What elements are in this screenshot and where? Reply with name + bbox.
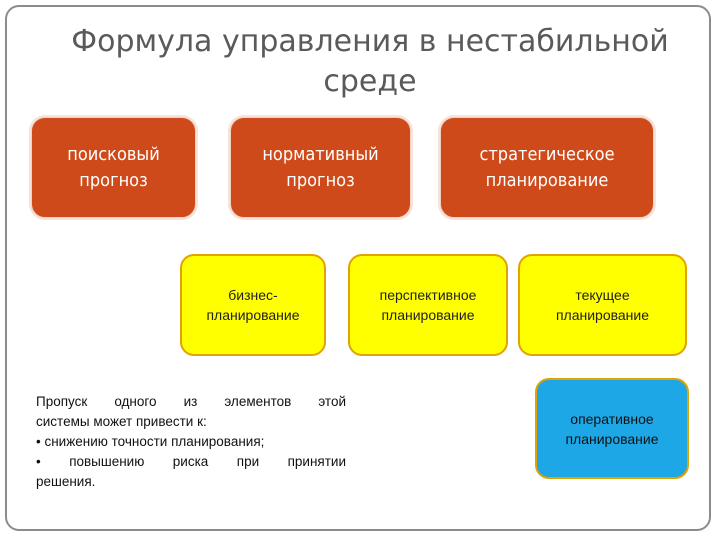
note-line-1: Пропуск одного из элементов этой [36,394,346,409]
strategic-planning-label: стратегическое планирование [479,143,615,191]
note-bullet-1: • снижению точности планирования; [36,434,265,449]
normative-forecast-box [230,117,411,218]
business-planning-label: бизнес- планирование [206,287,300,323]
current-planning-box [518,254,687,356]
current-planning-label: текущее планирование [555,287,650,323]
search-forecast-box [31,117,196,218]
slide-title: Формула управления в нестабильной среде [71,24,669,99]
note-line-5: решения. [36,474,96,489]
operational-planning-box [535,378,689,479]
operational-planning-label: оперативное планирование [565,410,659,447]
note-line-2: системы может привести к: [36,414,207,429]
perspective-planning-label: перспективное планирование [379,287,477,323]
note-bullet-2: • повышению риска при принятии [36,454,346,469]
search-forecast-label: поисковый прогноз [67,143,160,191]
normative-forecast-label: нормативный прогноз [262,143,379,191]
note-text [36,392,346,492]
strategic-planning-box [440,117,654,218]
perspective-planning-box [348,254,508,356]
business-planning-box [180,254,326,356]
